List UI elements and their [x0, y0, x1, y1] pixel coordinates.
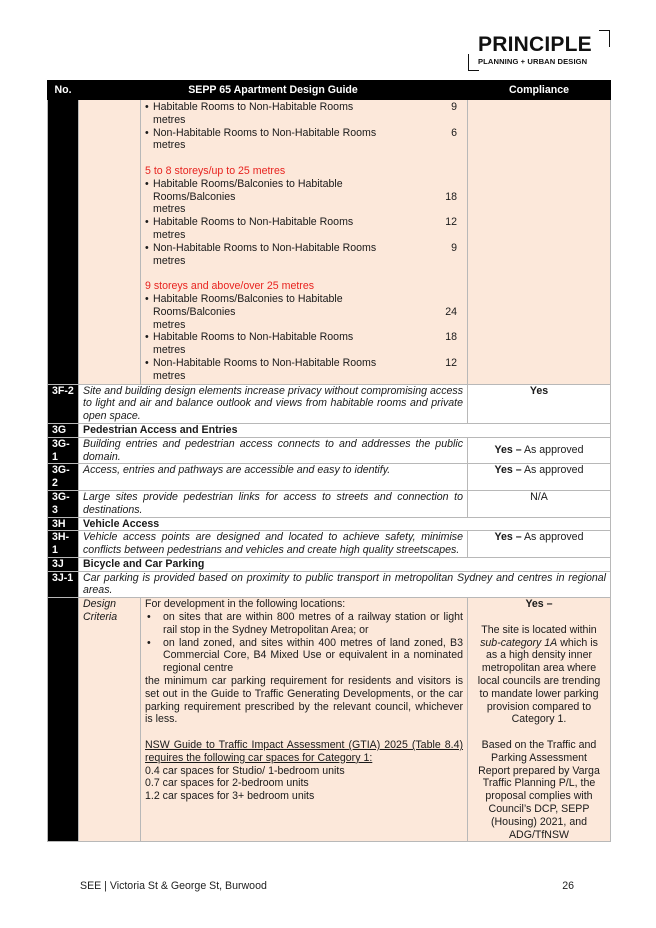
- design-criteria-text: [141, 598, 468, 842]
- list-item: • Habitable Rooms/Balconies to Habitable Rooms/Balconies metres 24: [145, 292, 457, 331]
- compliance-cell: Yes – As approved: [468, 464, 611, 491]
- rate-3bed: 1.2 car spaces for 3+ bedroom units: [145, 790, 315, 803]
- compliance-paragraph-1: The site is located within sub-category 1A which is as a high density inner metropolitan area where local councils are trending to mandate lower parking provision compared to Category 1.: [477, 623, 601, 726]
- table-row-design-criteria: [48, 598, 611, 842]
- header-compliance: Compliance: [468, 81, 611, 100]
- table-row-3j-1: [48, 571, 611, 598]
- list-item: • Non-Habitable Rooms to Non-Habitable Rooms metres 6: [145, 126, 457, 152]
- header-guide: SEPP 65 Apartment Design Guide: [79, 81, 468, 100]
- rate-2bed: 0.7 car spaces for 2-bedroom units: [145, 777, 309, 790]
- row-no: 3H-1: [48, 531, 79, 558]
- row-no: 3H: [48, 517, 79, 531]
- logo-tagline: PLANNING + URBAN DESIGN: [478, 57, 588, 66]
- table-row-separation: [48, 100, 611, 385]
- bullet-icon: •: [145, 331, 149, 344]
- gtia-reference: NSW Guide to Traffic Impact Assessment (GTIA) 2025 (Table 8.4) requires the following car spaces for Category 1:: [145, 739, 463, 764]
- row-no: 3J-1: [48, 571, 79, 598]
- table-row-3f-2: [48, 384, 611, 423]
- criteria-paragraph: the minimum car parking requirement for residents and visitors is set out in the Guide to Traffic Generating Developments, or the car parking requirement prescribed by the relevant council, whichever is less.: [145, 675, 463, 726]
- row-no: [48, 100, 79, 385]
- bullet-icon: •: [145, 177, 149, 190]
- objective-text: Vehicle access points are designed and located to achieve safety, minimise conflicts between pedestrians and vehicles and create high quality streetscapes.: [79, 531, 468, 558]
- bullet-icon: •: [147, 636, 151, 649]
- logo-bracket-top-right: [599, 30, 610, 47]
- row-no: [48, 598, 79, 842]
- objective-text: Building entries and pedestrian access connects to and addresses the public domain.: [79, 437, 468, 464]
- group-heading-5-8-storeys: 5 to 8 storeys/up to 25 metres: [145, 164, 286, 177]
- section-heading: Vehicle Access: [79, 517, 611, 531]
- table-row-3g-2: [48, 464, 611, 491]
- footer-title: SEE | Victoria St & George St, Burwood: [80, 880, 267, 892]
- principle-logo: [466, 28, 610, 74]
- table-header-row: [48, 81, 611, 100]
- list-item: • Habitable Rooms to Non-Habitable Rooms metres 12: [145, 216, 457, 241]
- design-criteria-label: Design Criteria: [79, 598, 141, 842]
- bullet-icon: •: [145, 216, 149, 229]
- compliance-cell: N/A: [468, 490, 611, 517]
- list-item: • Habitable Rooms/Balconies to Habitable Rooms/Balconies metres 18: [145, 177, 457, 216]
- list-item: • Non-Habitable Rooms to Non-Habitable Rooms metres 9: [145, 241, 457, 267]
- bullet-icon: •: [145, 126, 149, 139]
- table-row-3g: [48, 423, 611, 437]
- compliance-paragraph-2: Based on the Traffic and Parking Assessment Report prepared by Varga Traffic Planning P/L, the proposal complies with Council’s DCP, SEPP (Housing) 2021, and ADG/TfNSW: [478, 739, 600, 841]
- objective-text: Car parking is provided based on proximity to public transport in metropolitan Sydney and centres in regional areas.: [79, 571, 611, 598]
- bullet-icon: •: [145, 241, 149, 254]
- group-heading-9-storeys: 9 storeys and above/over 25 metres: [145, 280, 315, 293]
- row-no: 3F-2: [48, 384, 79, 423]
- row-no: 3G: [48, 423, 79, 437]
- compliance-heading: Yes –: [525, 598, 553, 611]
- bullet-icon: •: [147, 611, 151, 624]
- adg-compliance-table: [47, 80, 611, 842]
- header-no: No.: [48, 81, 79, 100]
- table-row-3g-3: [48, 490, 611, 517]
- bullet-icon: •: [145, 101, 149, 113]
- rate-studio: 0.4 car spaces for Studio/ 1-bedroom units: [145, 764, 345, 777]
- row-no: 3G-2: [48, 464, 79, 491]
- list-item: • Non-Habitable Rooms to Non-Habitable Rooms metres 12: [145, 356, 457, 382]
- list-item: • Habitable Rooms to Non-Habitable Rooms metres 18: [145, 331, 457, 357]
- table-row-3h: [48, 517, 611, 531]
- logo-wordmark: PRINCIPLE: [478, 33, 592, 56]
- table-row-3h-1: [48, 531, 611, 558]
- bullet-icon: •: [145, 356, 149, 369]
- row-no: 3J: [48, 557, 79, 571]
- bullet-icon: •: [145, 292, 149, 305]
- compliance-cell: Yes: [468, 384, 611, 423]
- criteria-cell: [79, 100, 141, 385]
- section-heading: Bicycle and Car Parking: [79, 557, 611, 571]
- table-row-3j: [48, 557, 611, 571]
- row-no: 3G-3: [48, 490, 79, 517]
- compliance-cell: Yes – As approved: [468, 437, 611, 464]
- page-number: 26: [562, 880, 574, 892]
- compliance-cell: [468, 100, 611, 385]
- criteria-bullets: [145, 611, 463, 675]
- list-item: • on sites that are within 800 metres of a railway station or light rail stop in the Sydney Metropolitan Area; or: [147, 611, 463, 636]
- row-no: 3G-1: [48, 437, 79, 464]
- objective-text: Site and building design elements increase privacy without compromising access to light and air and balance outlook and views from habitable rooms and private open space.: [79, 384, 468, 423]
- table-row-3g-1: [48, 437, 611, 464]
- section-heading: Pedestrian Access and Entries: [79, 423, 611, 437]
- criteria-intro: For development in the following locations:: [145, 598, 346, 611]
- objective-text: Access, entries and pathways are accessible and easy to identify.: [79, 464, 468, 491]
- compliance-cell: [468, 598, 611, 842]
- list-item: • Habitable Rooms to Non-Habitable Rooms metres 9: [145, 101, 457, 126]
- compliance-cell: Yes – As approved: [468, 531, 611, 558]
- separation-cell: [141, 100, 468, 385]
- list-item: • on land zoned, and sites within 400 metres of land zoned, B3 Commercial Core, B4 Mixed Use or equivalent in a nominated regional centre: [147, 636, 463, 675]
- objective-text: Large sites provide pedestrian links for access to streets and connection to destinations.: [79, 490, 468, 517]
